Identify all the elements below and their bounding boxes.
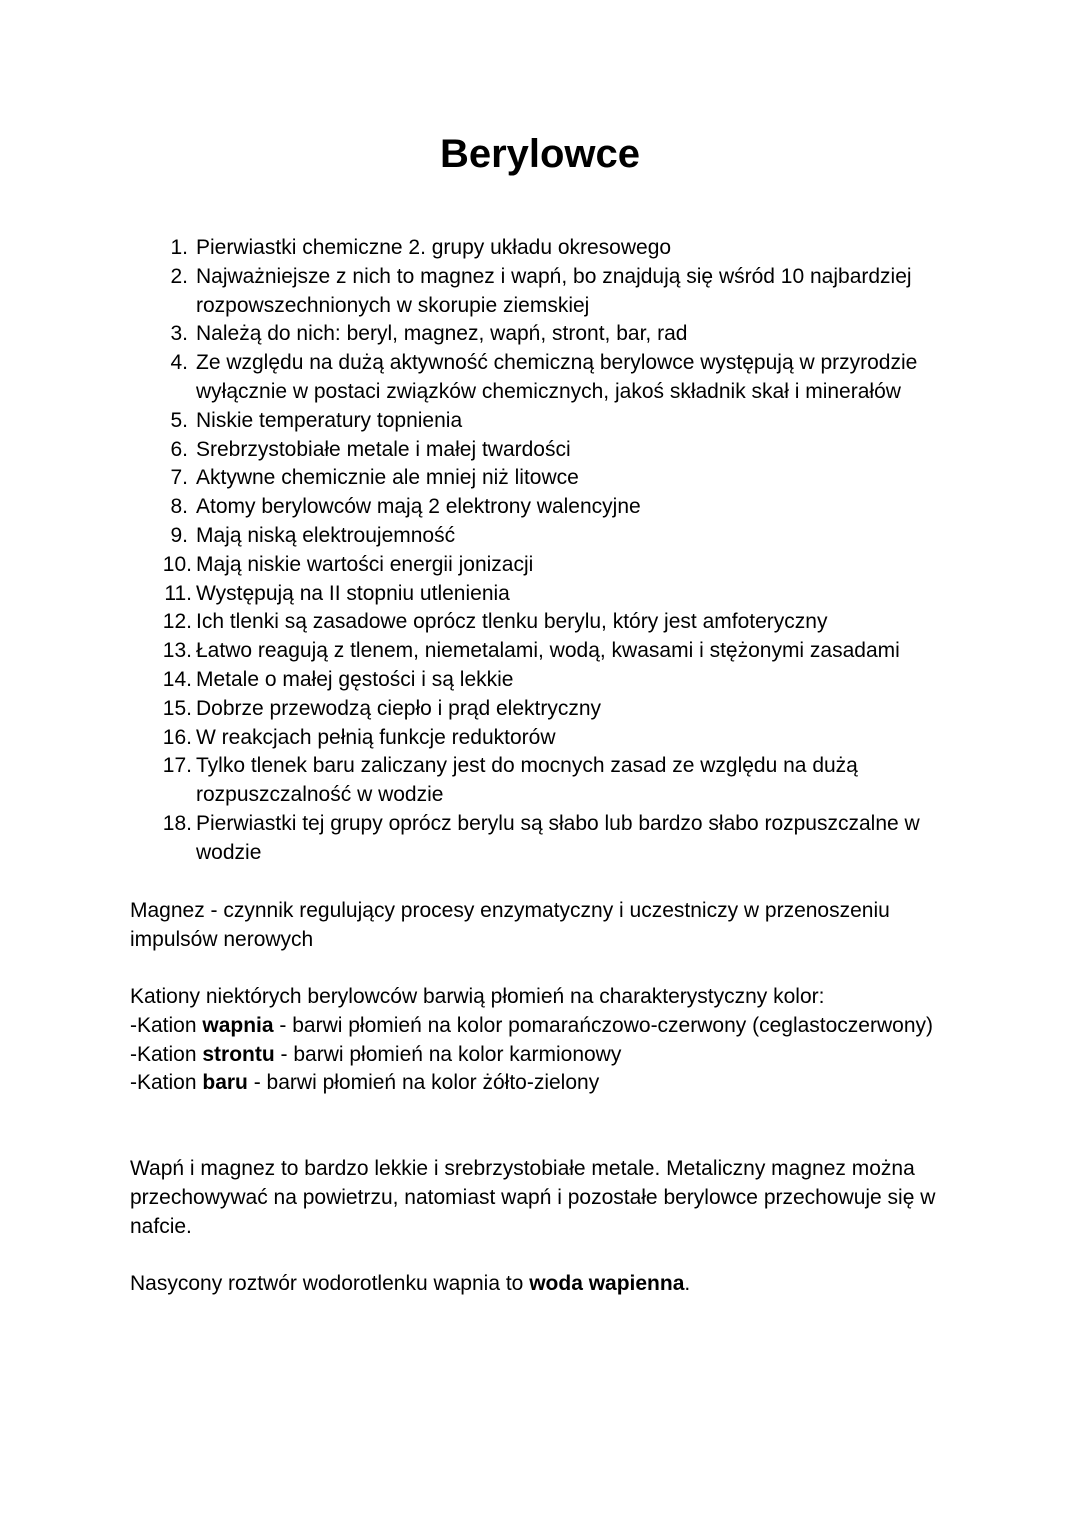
list-number: 10. [162, 552, 192, 576]
list-number: 18. [162, 811, 192, 835]
list-item [130, 608, 960, 637]
list-text: Pierwiastki chemiczne 2. grupy układu okresowego [196, 236, 672, 259]
page-title: Berylowce [439, 132, 641, 176]
list-text: W reakcjach pełnią funkcje reduktorów [196, 725, 556, 749]
list-text: Atomy berylowców mają 2 elektrony walencyjne [196, 495, 641, 519]
lime-water-paragraph [130, 1270, 960, 1299]
flame-item-calcium [130, 1012, 960, 1041]
list-text: Pierwiastki tej grupy oprócz berylu są słabo lub bardzo słabo rozpuszczalne w wodzie [196, 811, 920, 864]
flame-item-color: - barwi płomień na kolor pomarańczowo-czerwony (ceglastoczerwony) [273, 1013, 933, 1037]
list-item [130, 637, 960, 666]
flame-intro: Kationy niektórych berylowców barwią płomień na charakterystyczny kolor: [130, 985, 825, 1008]
flame-colors-section [130, 983, 960, 1098]
list-item [130, 724, 960, 753]
list-number: 8. [170, 495, 188, 519]
list-number: 1. [170, 236, 188, 259]
list-text: Mają niską elektroujemność [196, 523, 456, 547]
list-number: 5. [170, 408, 188, 432]
list-item [130, 810, 960, 868]
flame-item-barium [130, 1069, 960, 1098]
list-item [130, 407, 960, 436]
list-item [130, 436, 960, 465]
list-item [130, 464, 960, 493]
list-item [130, 349, 960, 407]
list-text: Metale o małej gęstości i są lekkie [196, 667, 514, 691]
list-text: Łatwo reagują z tlenem, niemetalami, wodą, kwasami i stężonymi zasadami [196, 639, 900, 663]
flame-item-element: wapnia [202, 1013, 274, 1037]
flame-item-prefix: -Kation [130, 1042, 203, 1066]
list-item [130, 666, 960, 695]
list-text: Srebrzystobiałe metale i małej twardości [196, 437, 571, 461]
list-number: 16. [162, 725, 192, 749]
list-number: 14. [162, 667, 192, 691]
list-text: Najważniejsze z nich to magnez i wapń, bo znajdują się wśród 10 najbardziej rozpowszechnionych w skorupie ziemskiej [196, 264, 912, 317]
flame-item-element: strontu [202, 1042, 275, 1066]
magnesium-paragraph: Magnez - czynnik regulujący procesy enzymatyczny i uczestniczy w przenoszeniu impulsów nerowych [130, 899, 890, 951]
list-item [130, 752, 960, 810]
list-text: Występują na II stopniu utlenienia [196, 581, 510, 605]
list-number: 3. [170, 322, 188, 346]
list-number: 15. [162, 696, 192, 720]
list-item [130, 320, 960, 349]
list-text: Należą do nich: beryl, magnez, wapń, stront, bar, rad [196, 322, 688, 346]
list-text: Ze względu na dużą aktywność chemiczną berylowce występują w przyrodzie wyłącznie w postaci związków chemicznych, jakoś składnik skał i minerałów [196, 351, 918, 403]
flame-item-color: - barwi płomień na kolor żółto-zielony [247, 1071, 600, 1095]
list-text: Ich tlenki są zasadowe oprócz tlenku berylu, który jest amfoteryczny [196, 610, 828, 634]
list-number: 4. [170, 351, 188, 375]
storage-paragraph: Wapń i magnez to bardzo lekkie i srebrzystobiałe metale. Metaliczny magnez można przechowywać na powietrzu, natomiast wapń i pozostałe berylowce przechowuje się w nafcie. [130, 1157, 936, 1238]
lime-term: woda wapienna [529, 1272, 685, 1295]
list-number: 13. [162, 639, 192, 663]
flame-item-prefix: -Kation [130, 1013, 203, 1037]
list-text: Dobrze przewodzą ciepło i prąd elektryczny [196, 696, 602, 720]
list-number: 17. [162, 754, 192, 778]
list-text: Aktywne chemicznie ale mniej niż litowce [196, 466, 579, 490]
list-number: 6. [170, 437, 188, 461]
list-item [130, 493, 960, 522]
list-number: 11. [164, 581, 192, 605]
list-number: 7. [170, 466, 188, 490]
list-item [130, 580, 960, 609]
list-item [130, 263, 960, 321]
lime-prefix: Nasycony roztwór wodorotlenku wapnia to [130, 1272, 530, 1295]
flame-item-color: - barwi płomień na kolor karmionowy [274, 1042, 622, 1066]
flame-item-element: baru [202, 1071, 248, 1095]
flame-item-prefix: -Kation [130, 1071, 203, 1095]
lime-suffix: . [684, 1272, 691, 1295]
list-item [130, 234, 960, 263]
list-text: Mają niskie wartości energii jonizacji [196, 552, 534, 576]
list-text: Tylko tlenek baru zaliczany jest do mocnych zasad ze względu na dużą rozpuszczalność w wodzie [196, 754, 858, 807]
list-number: 9. [170, 523, 188, 547]
flame-item-strontium [130, 1041, 960, 1070]
list-number: 2. [170, 264, 188, 288]
list-text: Niskie temperatury topnienia [196, 408, 463, 432]
properties-list [130, 234, 960, 868]
list-item [130, 551, 960, 580]
list-number: 12. [162, 610, 192, 634]
list-item [130, 695, 960, 724]
list-item [130, 522, 960, 551]
